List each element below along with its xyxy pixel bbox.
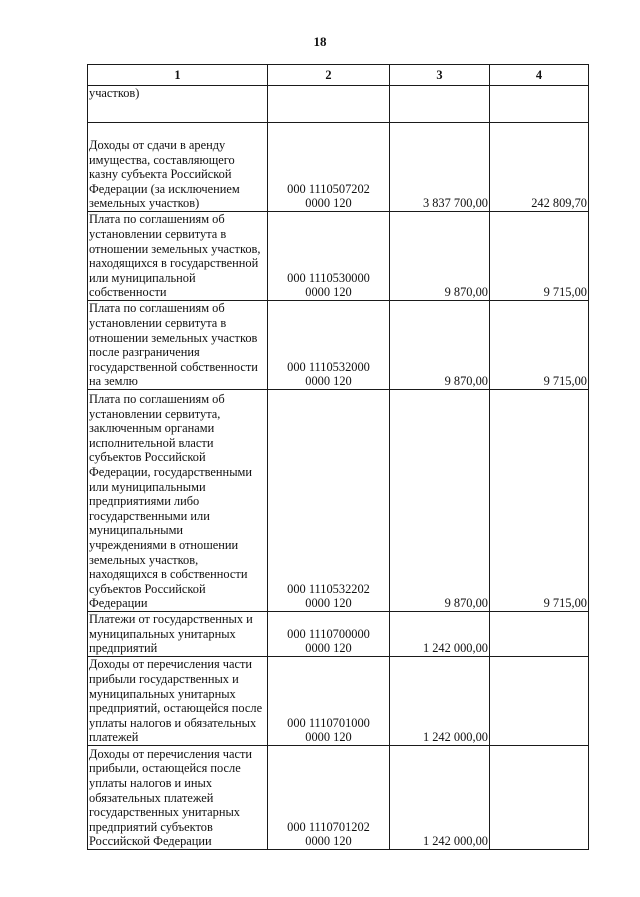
row-name: Плата по соглашениям об установлении сервитута в отношении земельных участков, находящихся в государственной или муниципальной собственности bbox=[88, 212, 268, 301]
table-header-row bbox=[88, 65, 589, 86]
table-row bbox=[88, 301, 589, 390]
row-code: 000 1110530000 0000 120 bbox=[268, 212, 390, 301]
column-header-3: 3 bbox=[390, 65, 490, 86]
row-value-col4 bbox=[490, 86, 589, 123]
table-row bbox=[88, 212, 589, 301]
row-value-col4: 9 715,00 bbox=[490, 212, 589, 301]
row-name: Доходы от перечисления части прибыли государственных и муниципальных унитарных предприятий, остающейся после уплаты налогов и обязательных платежей bbox=[88, 657, 268, 746]
column-header-1: 1 bbox=[88, 65, 268, 86]
row-code: 000 1110701202 0000 120 bbox=[268, 746, 390, 850]
page-number: 18 bbox=[313, 34, 327, 49]
table-row bbox=[88, 390, 589, 612]
row-value-col3: 9 870,00 bbox=[390, 301, 490, 390]
row-value-col4 bbox=[490, 746, 589, 850]
row-name: Плата по соглашениям об установлении сервитута в отношении земельных участков после разграничения государственной собственности на землю bbox=[88, 301, 268, 390]
row-code bbox=[268, 86, 390, 123]
row-value-col3: 1 242 000,00 bbox=[390, 612, 490, 657]
row-name: участков) bbox=[88, 86, 268, 123]
row-code: 000 1110532000 0000 120 bbox=[268, 301, 390, 390]
table-row bbox=[88, 746, 589, 850]
row-name: Доходы от сдачи в аренду имущества, составляющего казну субъекта Российской Федерации (за исключением земельных участков) bbox=[88, 123, 268, 212]
column-header-4: 4 bbox=[490, 65, 589, 86]
row-code: 000 1110701000 0000 120 bbox=[268, 657, 390, 746]
row-value-col4: 9 715,00 bbox=[490, 301, 589, 390]
table-row bbox=[88, 86, 589, 123]
table-row bbox=[88, 612, 589, 657]
row-name: Плата по соглашениям об установлении сервитута, заключенным органами исполнительной власти субъектов Российской Федерации, государственными или муниципальными предприятиями либо государственными или муниципальными учреждениями в отношении земельных участков, находящихся в собственности субъектов Российской Федерации bbox=[88, 390, 268, 612]
row-value-col3: 9 870,00 bbox=[390, 390, 490, 612]
row-value-col3: 1 242 000,00 bbox=[390, 746, 490, 850]
row-value-col3: 9 870,00 bbox=[390, 212, 490, 301]
row-value-col4 bbox=[490, 657, 589, 746]
budget-table bbox=[87, 64, 589, 850]
table-row bbox=[88, 123, 589, 212]
row-code: 000 1110507202 0000 120 bbox=[268, 123, 390, 212]
row-value-col3 bbox=[390, 86, 490, 123]
table-row bbox=[88, 657, 589, 746]
row-name: Доходы от перечисления части прибыли, остающейся после уплаты налогов и иных обязательных платежей государственных унитарных предприятий субъектов Российской Федерации bbox=[88, 746, 268, 850]
row-code: 000 1110700000 0000 120 bbox=[268, 612, 390, 657]
row-value-col4 bbox=[490, 612, 589, 657]
row-value-col4: 9 715,00 bbox=[490, 390, 589, 612]
column-header-2: 2 bbox=[268, 65, 390, 86]
row-value-col4: 242 809,70 bbox=[490, 123, 589, 212]
row-value-col3: 1 242 000,00 bbox=[390, 657, 490, 746]
row-code: 000 1110532202 0000 120 bbox=[268, 390, 390, 612]
row-value-col3: 3 837 700,00 bbox=[390, 123, 490, 212]
row-name: Платежи от государственных и муниципальных унитарных предприятий bbox=[88, 612, 268, 657]
